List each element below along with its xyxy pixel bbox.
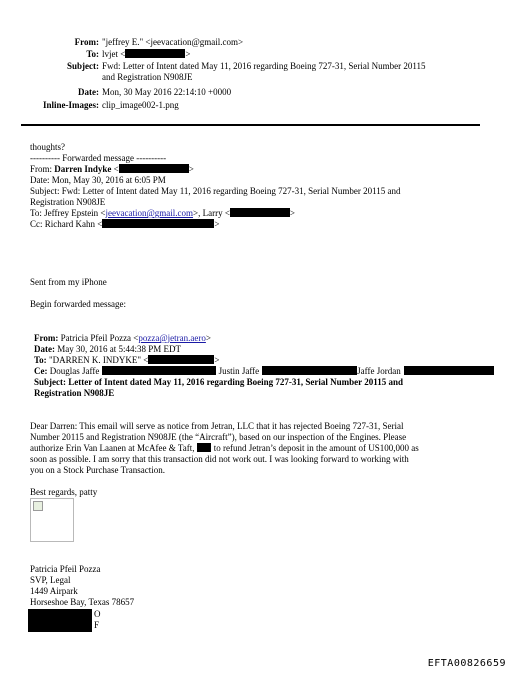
redaction-box — [262, 366, 357, 375]
fwd-cc-line — [30, 219, 219, 229]
subject-line-1: Fwd: Letter of Intent dated May 11, 2016 regarding Boeing 727-31, Serial Number 20115 — [102, 61, 426, 71]
begin-forwarded: Begin forwarded message: — [30, 299, 126, 309]
cc-name-justin: Justin Jaffe — [218, 366, 260, 376]
inner-cc-label: Ce: — [34, 366, 48, 376]
inner-date-line — [34, 344, 181, 354]
signature-fax-label: F — [94, 620, 100, 630]
signature-office-label: O — [94, 609, 101, 619]
redaction-box — [148, 355, 214, 364]
inner-from-label: From: — [34, 333, 59, 343]
to-prefix: lvjet < — [102, 49, 126, 59]
redaction-box — [230, 208, 290, 217]
inner-to-line — [34, 355, 219, 365]
fwd-to-mid: >, Larry < — [193, 208, 230, 218]
cc-name-jordan: Jaffe Jordan — [357, 366, 401, 376]
inner-subject-line-1 — [34, 377, 403, 387]
inner-to-value: "DARREN K. INDYKE" < — [48, 355, 149, 365]
fwd-cc-prefix: Cc: Richard Kahn < — [30, 219, 103, 229]
inner-from-email-link[interactable]: pozza@jetran.aero — [138, 333, 206, 343]
inner-to-label: To: — [34, 355, 47, 365]
date-label: Date: — [78, 87, 99, 97]
fwd-from-line — [30, 164, 194, 174]
inner-date-value: May 30, 2016 at 5:44:38 PM EDT — [57, 344, 181, 354]
signature-name: Patricia Pfeil Pozza — [30, 564, 101, 574]
fwd-to-gt: > — [289, 208, 295, 218]
letter-line-2: Number 20115 and Registration N908JE (the “Aircraft”), based on our inspection of the Engines. Please — [30, 432, 407, 442]
inner-from-line — [34, 333, 211, 343]
redaction-box — [102, 219, 214, 228]
fwd-date: Date: Mon, May 30, 2016 at 6:05 PM — [30, 175, 166, 185]
sent-from-iphone: Sent from my iPhone — [30, 277, 107, 287]
fwd-to-email-link[interactable]: jeevacation@gmail.com — [105, 208, 194, 218]
forwarded-marker: ---------- Forwarded message ---------- — [30, 153, 167, 163]
letter-line-5: you on a Stock Purchase Transaction. — [30, 465, 165, 475]
from-value: "jeffrey E." <jeevacation@gmail.com> — [102, 37, 244, 47]
inner-subject-label: Subject: — [34, 377, 66, 387]
fwd-subject-line-1: Subject: Fwd: Letter of Intent dated May 11, 2016 regarding Boeing 727-31, Serial Number 20115 and — [30, 186, 401, 196]
redaction-box — [404, 366, 494, 375]
inner-to-gt: > — [214, 355, 220, 365]
signature-street: 1449 Airpark — [30, 586, 78, 596]
date-value: Mon, 30 May 2016 22:14:10 +0000 — [102, 87, 232, 97]
inner-cc-line — [34, 366, 494, 376]
to-suffix: > — [185, 49, 191, 59]
inline-images-value: clip_image002-1.png — [102, 100, 179, 110]
letter-line-4: soon as possible. I am sorry that this transaction did not work out. I was looking forward to working with — [30, 454, 409, 464]
redaction-box — [119, 164, 189, 173]
from-label: From: — [74, 37, 99, 47]
letter-line-1: Dear Darren: This email will serve as notice from Jetran, LLC that it has rejected Boeing 727-31, Serial — [30, 421, 404, 431]
header-divider — [21, 124, 480, 126]
inner-from-prefix: Patricia Pfeil Pozza < — [60, 333, 139, 343]
broken-image-icon — [30, 498, 74, 542]
letter-line-3b: to refund Jetran’s deposit in the amount of US100,000 as — [211, 443, 419, 453]
document-id: EFTA00826659 — [427, 658, 506, 669]
letter-line-3a: authorize Erin Van Laanen at McAfee & Taft, — [30, 443, 195, 453]
image-placeholder-icon — [33, 501, 43, 511]
inner-subject-text-1: Letter of Intent dated May 11, 2016 regarding Boeing 727-31, Serial Number 20115 and — [68, 377, 403, 387]
fwd-from-name: Darren Indyke — [54, 164, 112, 174]
redaction-box — [28, 609, 92, 632]
to-value — [102, 49, 190, 59]
fwd-from-label: From: — [30, 164, 53, 174]
fwd-from-gt: > — [188, 164, 194, 174]
subject-label: Subject: — [67, 61, 99, 71]
inline-images-label: Inline-Images: — [43, 100, 99, 110]
fwd-cc-gt: > — [214, 219, 220, 229]
to-label: To: — [86, 49, 99, 59]
letter-line-3 — [30, 443, 419, 453]
fwd-to-prefix: To: Jeffrey Epstein < — [30, 208, 106, 218]
inner-from-suffix: > — [205, 333, 211, 343]
thoughts-text: thoughts? — [30, 142, 65, 152]
signature-title: SVP, Legal — [30, 575, 71, 585]
fwd-to-line — [30, 208, 295, 218]
inner-subject-line-2: Registration N908JE — [34, 388, 115, 398]
redaction-box — [197, 443, 211, 452]
fwd-from-lt: < — [111, 164, 119, 174]
redaction-box — [125, 49, 185, 58]
inner-date-label: Date: — [34, 344, 55, 354]
signature-city: Horseshoe Bay, Texas 78657 — [30, 597, 135, 607]
redaction-box — [102, 366, 216, 375]
subject-line-2: and Registration N908JE — [102, 72, 193, 82]
closing-text: Best regards, patty — [30, 487, 98, 497]
fwd-subject-line-2: Registration N908JE — [30, 197, 106, 207]
cc-name-douglas: Douglas Jaffe — [49, 366, 100, 376]
